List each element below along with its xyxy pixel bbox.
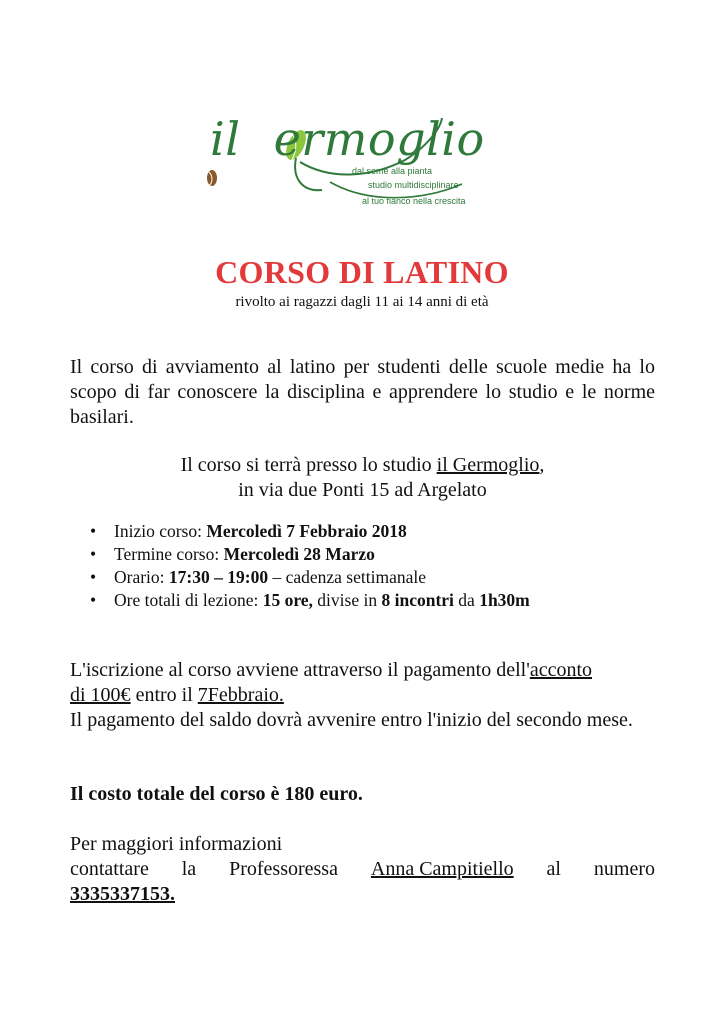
- location-text: Il corso si terrà presso lo studio: [180, 454, 437, 476]
- payment-line-1: L'iscrizione al corso avviene attraverso il pagamento dell'acconto: [70, 659, 592, 681]
- list-item: • Ore totali di lezione: 15 ore, divise in 8 incontri da 1h30m: [90, 589, 530, 612]
- total-cost: Il costo totale del corso è 180 euro.: [70, 783, 363, 805]
- intro-paragraph: Il corso di avviamento al latino per studenti delle scuole medie ha lo scopo di far conoscere la disciplina e apprendere lo studio e le norme basilari.: [70, 356, 655, 428]
- germoglio-logo: [200, 100, 485, 220]
- contact-line-1: Per maggiori informazioni: [70, 833, 283, 855]
- course-details-list: [90, 520, 530, 612]
- page-subtitle: rivolto ai ragazzi dagli 11 ai 14 anni di età: [235, 294, 489, 310]
- logo-tagline-1: dal seme alla pianta: [352, 166, 433, 176]
- total-hours: 15 ore,: [262, 590, 313, 610]
- list-item: • Orario: 17:30 – 19:00 – cadenza settimanale: [90, 566, 530, 589]
- logo-tagline-2: studio multidisciplinare: [368, 180, 459, 190]
- logo-wordmark: il ermoglio: [210, 112, 485, 166]
- end-date: Mercoledì 28 Marzo: [223, 544, 375, 564]
- meeting-count: 8 incontri: [381, 590, 454, 610]
- deposit-link: acconto: [529, 659, 592, 681]
- list-item: • Inizio corso: Mercoledì 7 Febbraio 2018: [90, 520, 530, 543]
- location-comma: ,: [539, 454, 545, 476]
- location-block: [70, 453, 655, 503]
- teacher-name: Anna Campitiello: [370, 858, 514, 880]
- deposit-deadline: 7Febbraio.: [197, 684, 284, 706]
- payment-line-2: di 100€ entro il 7Febbraio.: [70, 684, 284, 706]
- contact-line-2: contattare la Professoressa Anna Campitiello al numero: [70, 858, 655, 880]
- start-date: Mercoledì 7 Febbraio 2018: [206, 521, 407, 541]
- deposit-amount: di 100€: [70, 684, 131, 706]
- page-title: CORSO DI LATINO: [215, 254, 509, 290]
- location-line-1: [70, 453, 655, 478]
- studio-name-link: il Germoglio: [436, 454, 540, 476]
- list-item: • Termine corso: Mercoledì 28 Marzo: [90, 543, 530, 566]
- contact-block: [70, 832, 655, 907]
- phone-number: 3335337153.: [70, 883, 175, 905]
- location-line-2: in via due Ponti 15 ad Argelato: [238, 479, 487, 501]
- balance-text: Il pagamento del saldo dovrà avvenire entro l'inizio del secondo mese.: [70, 709, 633, 731]
- logo-tagline-3: al tuo fianco nella crescita: [362, 196, 466, 206]
- meeting-duration: 1h30m: [479, 590, 530, 610]
- schedule-time: 17:30 – 19:00: [168, 567, 269, 587]
- payment-paragraph: [70, 658, 655, 733]
